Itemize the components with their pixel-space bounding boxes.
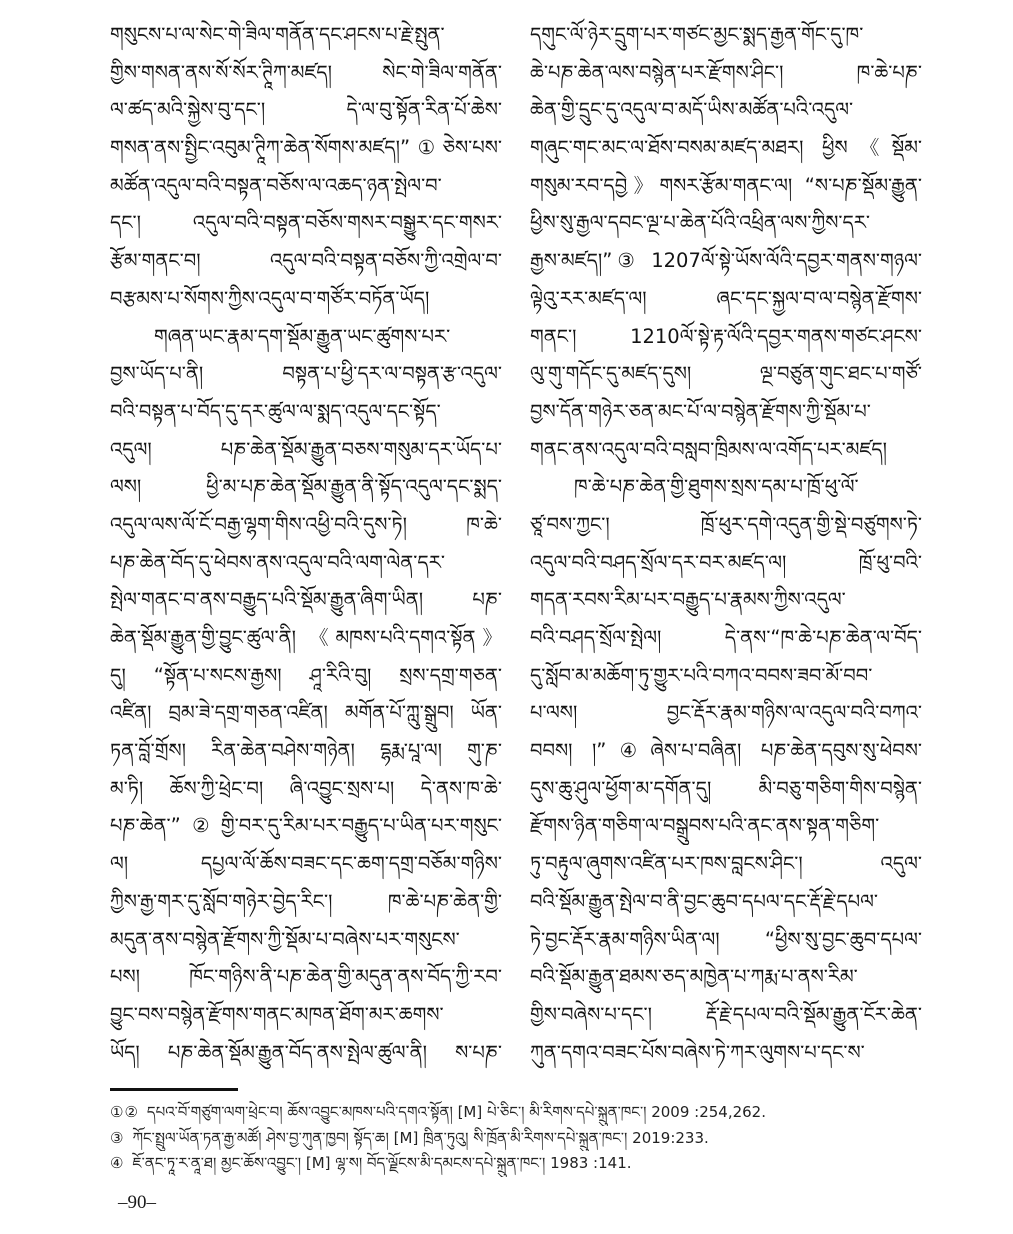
text-line: བའི་བཤད་སྲོལ་སྤེལ། དེ་ནས་“ཁ་ཆེ་པཎ་ཆེན་ལ་བོད་: [530, 626, 922, 649]
text-line: གསུངས་པ་ལ་སེང་གེ་ཟིལ་གནོན་དང་ཤངས་པ་རྗེ་སྤུན་: [110, 23, 445, 46]
text-line: བའི་སྡོམ་རྒྱུན་ཐམས་ཅད་མཁྱེན་པ་ཀརྨ་པ་ནས་རིམ་: [530, 965, 858, 989]
text-line: ལུ་གུ་གདོང་དུ་མཛད་དུས། ལྔ་བཙུན་གུང་ཐང་པ་གཙོ་: [530, 362, 922, 386]
text-line: ཏན་བློ་གྲོས། རིན་ཆེན་བཤེས་གཉེན། དྷརྨ་པཱ་ལ། གུ་ཎ་: [110, 739, 502, 763]
text-line: འཛིན། བྲམ་ཟེ་དགྲ་གཅན་འཛིན། མགོན་པོ་ཀླུ་སྒྲུབ། ཡོན་: [110, 701, 502, 725]
text-line: བབས། །”④ཞེས་པ་བཞིན། པཎ་ཆེན་དབུས་སུ་ཕེབས་: [530, 739, 922, 763]
text-line: བྱུང་བས་བསྙེན་རྫོགས་གནང་མཁན་ཐོག་མར་ཆགས་: [110, 1002, 444, 1026]
footnote-text: དཔའ་བོ་གཙུག་ལག་ཕྲེང་བ། ཆོས་འབྱུང་མཁས་པའི་དགའ་སྟོན། [M] པེ་ཅིང་། མི་རིགས་དཔེ་སྐྲུན་ཁང་། 2009 :254,262.: [146, 1103, 766, 1121]
text-line: ཏུ་བརྟུལ་ཞུགས་འཛིན་པར་ཁས་བླངས་ཤིང་། འདུལ་: [530, 852, 922, 876]
text-line: པས། ཁོང་གཉིས་ནི་པཎ་ཆེན་གྱི་མདུན་ནས་བོད་ཀྱི་རབ་: [110, 965, 502, 989]
text-line: མ་ཏི། ཆོས་ཀྱི་ཕྲེང་བ། ཞི་འབྱུང་སྲས་པ། དེ་ནས་ཁ་ཆེ་: [110, 776, 502, 800]
text-line: དུ། “སྟོན་པ་སངས་རྒྱས། ཤཱ་རིའི་བུ། སྲས་དགྲ་གཅན་: [110, 663, 502, 687]
text-line: དགུང་ལོ་ཉེར་དྲུག་པར་གཙང་མྱང་སྨད་རྒྱན་གོང་དུ་ཁ་: [530, 23, 864, 46]
text-line: རྫོགས་ཉིན་གཅིག་ལ་བསྒྲུབས་པའི་ནང་ནས་སྟན་གཅིག་: [530, 814, 880, 838]
footnote-marker: ①②: [110, 1103, 139, 1121]
text-line: པཎ་ཆེན་བོད་དུ་ཕེབས་ནས་འདུལ་བའི་ལག་ལེན་དར་: [110, 550, 445, 574]
footnote-marker: ④: [110, 1154, 125, 1172]
footnote-text: ཇོ་ནང་ཏཱ་ར་ནཱ་ཐ། མྱང་ཆོས་འབྱུང་། [M] ལྷ་ས། བོད་ལྗོངས་མི་དམངས་དཔེ་སྐྲུན་ཁང་། 1983 :141.: [132, 1154, 632, 1172]
text-line: དུས་ཆུ་ཤུལ་ཕྱོག་མ་དགོན་དུ། མི་བཅུ་གཅིག་གིས་བསྙེན་: [530, 776, 922, 800]
text-line: རྒྱས་མཛད།”③ 1207ལོ་སྟེ་ཡོས་ལོའི་དབྱར་གནས་གཉལ་: [530, 249, 922, 273]
text-line: གྱིས་གསན་ནས་སོ་སོར་ཊཱིཀ་མཛད། སེང་གེ་ཟིལ་གནོན་: [110, 60, 502, 84]
text-line: ཆེན་གྱི་དྲུང་དུ་འདུལ་བ་མདོ་ཡིས་མཚོན་པའི་འདུལ་: [530, 98, 854, 122]
text-line: འདུལ་ལས་ལོ་ངོ་བརྒྱ་ལྷག་གིས་འཕྱི་བའི་དུས་ཏེ། ཁ་ཆེ་: [110, 512, 502, 536]
text-line: ཆེན་སྡོམ་རྒྱུན་གྱི་བྱུང་ཚུལ་ནི། 《མཁས་པའི་དགའ་སྟོན》: [110, 626, 502, 649]
text-line: ལ། དཔྱལ་ལོ་ཆོས་བཟང་དང་ཆག་དགྲ་བཅོམ་གཉིས་: [110, 852, 502, 876]
text-line: མདུན་ནས་བསྙེན་རྫོགས་ཀྱི་སྡོམ་པ་བཞེས་པར་གསུངས་: [110, 927, 460, 951]
text-line: བྱས་ཡོད་པ་ནི། བསྟན་པ་ཕྱི་དར་ལ་བསྟན་རྩ་འདུལ་: [110, 362, 502, 386]
text-line: ཏེ་བྱང་རྡོར་རྣམ་གཉིས་ཡིན་ལ། “ཕྱིས་སུ་བྱང་ཆུབ་དཔལ་: [530, 927, 922, 951]
text-line: དུ་སློབ་མ་མཆོག་ཏུ་གྱུར་པའི་བཀའ་བབས་ཟབ་མོ་བབ་: [530, 663, 873, 687]
text-line: ཡོད། པཎ་ཆེན་སྡོམ་རྒྱུན་བོད་ནས་སྤེལ་ཚུལ་ནི། ས་པཎ་: [110, 1040, 502, 1064]
text-line: ལ་ཚད་མའི་སྐྱེས་བུ་དང་། དེ་ལ་བུ་སྟོན་རིན་པོ་ཆེས་: [110, 98, 502, 122]
text-line: བྱས་དོན་གཉེར་ཅན་མང་པོ་ལ་བསྙེན་རྫོགས་ཀྱི་སྡོམ་པ་: [530, 399, 871, 423]
text-line: འདུལ། པཎ་ཆེན་སྡོམ་རྒྱུན་བཅས་གསུམ་དར་ཡོད་པ་: [110, 437, 502, 461]
text-line: དང་། འདུལ་བའི་བསྟན་བཅོས་གསར་བསྒྱུར་དང་གསར་: [110, 211, 502, 235]
text-line: པཎ་ཆེན་”②གྱི་བར་དུ་རིམ་པར་བརྒྱུད་པ་ཡིན་པར་གསུང་: [110, 814, 502, 838]
footnote: [110, 1100, 922, 1126]
text-line: གཞུང་གང་མང་ལ་ཐོས་བསམ་མཛད་མཐར། ཕྱིས《སྡོམ་: [530, 136, 922, 160]
left-column: [110, 16, 502, 1078]
text-line: བརྩམས་པ་སོགས་ཀྱིས་འདུལ་བ་གཙོར་བཏོན་ཡོད།: [110, 286, 430, 310]
footnote-divider: [110, 1088, 238, 1091]
text-line: བའི་བསྟན་པ་བོད་དུ་དར་ཚུལ་ལ་སྨད་འདུལ་དང་སྟོད་: [110, 399, 441, 423]
text-line: གདན་རབས་རིམ་པར་བརྒྱུད་པ་རྣམས་ཀྱིས་འདུལ་: [530, 588, 846, 612]
text-columns: [110, 16, 922, 1078]
text-line: འདུལ་བའི་བཤད་སྲོལ་དར་བར་མཛད་ལ། ཁྲོ་ཕུ་བའི་: [530, 550, 922, 574]
footnotes-block: [110, 1100, 922, 1177]
text-line: ལྟེའུ་རར་མཛད་ལ། ཞང་དང་སྐྱལ་བ་ལ་བསྙེན་རྫོགས་: [530, 286, 922, 310]
footnote-text: ཀོང་སྤྲུལ་ཡོན་ཏན་རྒྱ་མཚོ། ཤེས་བྱ་ཀུན་ཁྱབ། སྟོད་ཆ། [M] ཁྲིན་ཏུའུ། སི་ཁྲོན་མི་རིགས་དཔེ་སྐྲུན་ཁང་། 2019:233.: [132, 1128, 709, 1147]
text-line: ཁ་ཆེ་པཎ་ཆེན་གྱི་ཐུགས་སྲས་དམ་པ་ཁྲོ་ཕུ་ལོ་: [574, 475, 859, 499]
text-line: ཕྱིས་སུ་རྒྱལ་དབང་ལྔ་པ་ཆེན་པོའི་འཕྲིན་ལས་ཀྱིས་དར་: [530, 211, 870, 235]
text-line: ཙཱ་བས་ཀྱང་། ཁྲོ་ཕུར་དགེ་འདུན་གྱི་སྡེ་བཙུགས་ཏེ་: [530, 512, 922, 536]
text-line: གསུམ་རབ་དབྱེ》གསར་རྩོམ་གནང་ལ། “ས་པཎ་སྡོམ་རྒྱུན་: [530, 173, 922, 197]
text-line: བའི་སྡོམ་རྒྱུན་སྤེལ་བ་ནི་བྱང་ཆུབ་དཔལ་དང་རྡོ་རྗེ་དཔལ་: [530, 889, 878, 913]
text-line: སྤེལ་གནང་བ་ནས་བརྒྱུད་པའི་སྡོམ་རྒྱུན་ཞིག་ཡིན། པཎ་: [110, 588, 502, 612]
text-line: མཚོན་འདུལ་བའི་བསྟན་བཅོས་ལ་འཆད་ཉན་སྤེལ་བ་: [110, 173, 442, 197]
text-line: རྩོམ་གནང་བ། འདུལ་བའི་བསྟན་བཅོས་ཀྱི་འགྲེལ་བ་: [110, 249, 502, 273]
text-line: པ་ལས། བྱང་རྡོར་རྣམ་གཉིས་ལ་འདུལ་བའི་བཀའ་: [530, 701, 922, 725]
text-line: གྱིས་བཞེས་པ་དང་། རྡོ་རྗེ་དཔལ་བའི་སྡོམ་རྒྱུན་ངོར་ཆེན་: [530, 1002, 922, 1026]
page-number: –90–: [118, 1192, 156, 1213]
footnote: [110, 1151, 922, 1177]
text-line: གནང་ནས་འདུལ་བའི་བསླབ་ཁྲིམས་ལ་འགོད་པར་མཛད།: [530, 437, 887, 461]
footnote: [110, 1126, 922, 1152]
text-line: ཀུན་དགའ་བཟང་པོས་བཞེས་ཏེ་ཀར་ལུགས་པ་དང་ས་: [530, 1040, 865, 1064]
right-column: [530, 16, 922, 1078]
text-line: གསན་ནས་སྤྱིང་འབུམ་ཊཱིཀ་ཆེན་སོགས་མཛད།”①ཅེས་པས་: [110, 136, 502, 160]
footnote-marker: ③: [110, 1128, 125, 1147]
text-line: ཆེ་པཎ་ཆེན་ལས་བསྙེན་པར་རྫོགས་ཤིང་། ཁ་ཆེ་པཎ་: [530, 60, 922, 84]
text-line: ཀྱིས་རྒྱ་གར་དུ་སློབ་གཉེར་བྱེད་རིང་། ཁ་ཆེ་པཎ་ཆེན་གྱི་: [110, 889, 502, 913]
text-line: གནང་། 1210ལོ་སྟེ་རྟ་ལོའི་དབྱར་གནས་གཙང་ཤངས་: [530, 324, 922, 348]
text-line: གཞན་ཡང་རྣམ་དག་སྡོམ་རྒྱུན་ཡང་ཚུགས་པར་: [154, 324, 451, 348]
text-line: ལས། ཕྱི་མ་པཎ་ཆེན་སྡོམ་རྒྱུན་ནི་སྟོད་འདུལ་དང་སྨད་: [110, 475, 502, 499]
